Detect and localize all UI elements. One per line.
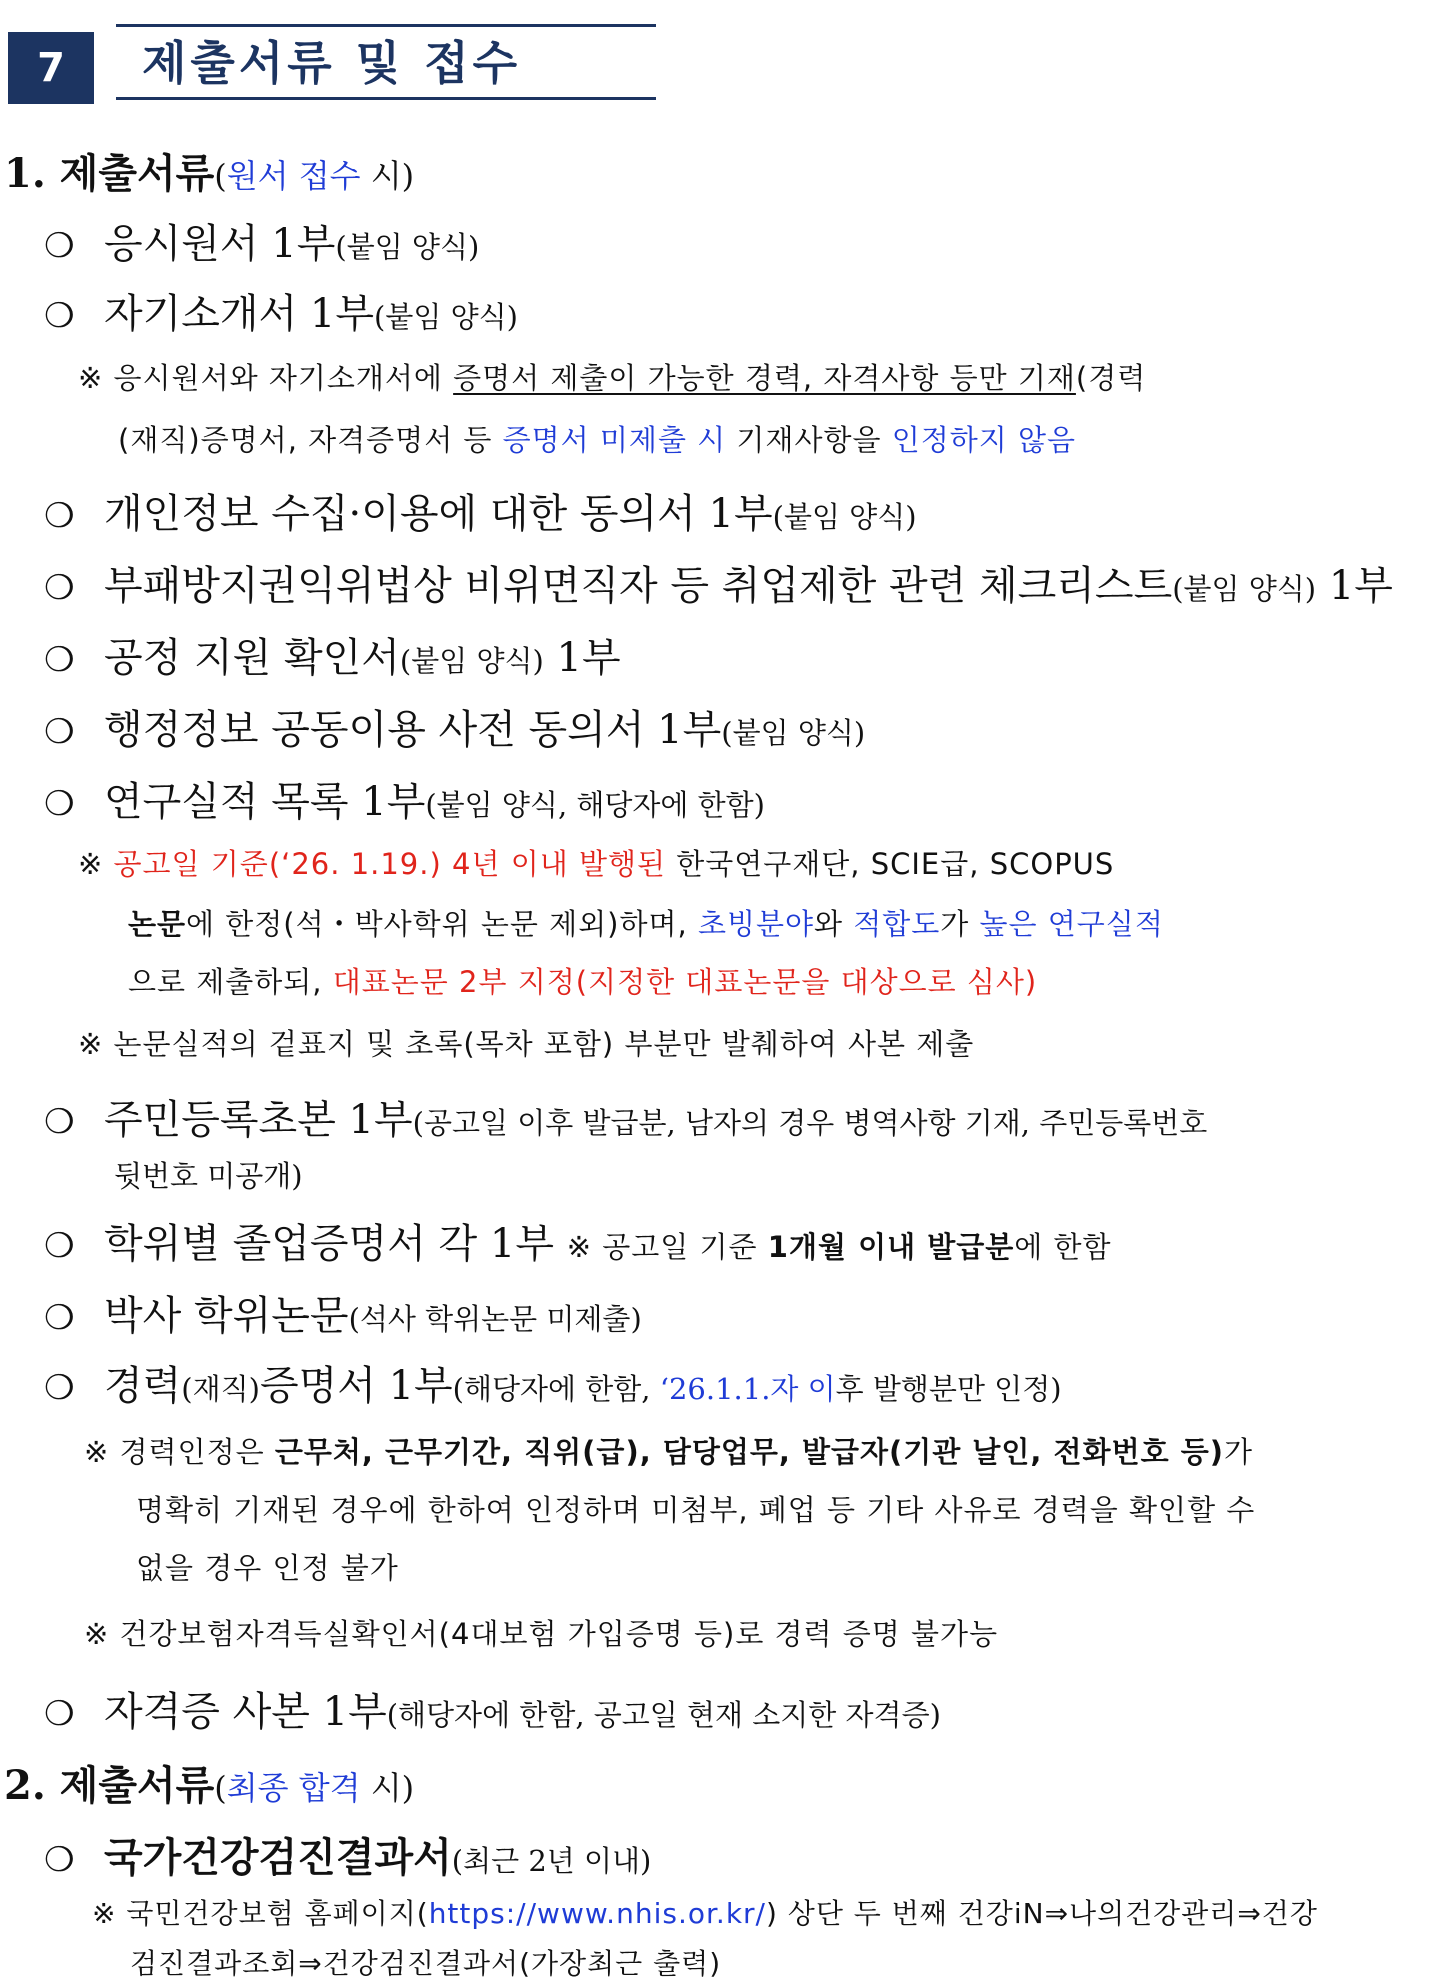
section2-title: 2. 제출서류 <box>4 1762 215 1809</box>
list-item: ❍ 연구실적 목록 1부(붙임 양식, 해당자에 한함) <box>44 779 766 825</box>
note-mark: ※ <box>78 1027 104 1061</box>
note: ※ 논문실적의 겉표지 및 초록(목차 포함) 부분만 발췌하여 사본 제출 <box>78 1027 975 1061</box>
section2-paren-blue: 최종 합격 <box>226 1769 361 1807</box>
list-item: ❍ 자격증 사본 1부(해당자에 한함, 공고일 현재 소지한 자격증) <box>44 1689 941 1735</box>
note-mark: ※ <box>84 1435 110 1469</box>
section1-heading: 1. 제출서류(원서 접수 시) <box>4 150 415 197</box>
circle-bullet-icon: ❍ <box>44 496 75 536</box>
list-item: ❍ 응시원서 1부(붙임 양식) <box>44 221 480 267</box>
nhis-link[interactable]: https://www.nhis.or.kr/ <box>428 1897 766 1930</box>
note: ※ 국민건강보험 홈페이지(https://www.nhis.or.kr/) 상단 두 번째 건강iN⇒나의건강관리⇒건강 <box>92 1897 1318 1930</box>
inline-note: ※ 공고일 기준 1개월 이내 발급분에 한함 <box>566 1230 1112 1264</box>
note: ※ 응시원서와 자기소개서에 증명서 제출이 가능한 경력, 자격사항 등만 기재(경력 <box>78 361 1147 395</box>
note: ※ 경력인정은 근무처, 근무기간, 직위(급), 담당업무, 발급자(기관 날인, 전화번호 등)가 <box>84 1435 1253 1469</box>
note-continuation: 논문에 한정(석・박사학위 논문 제외)하며, 초빙분야와 적합도가 높은 연구실적 <box>128 907 1164 941</box>
section1-title: 1. 제출서류 <box>4 150 215 197</box>
note-mark: ※ <box>84 1617 110 1651</box>
circle-bullet-icon: ❍ <box>44 1840 75 1880</box>
list-item: ❍ 행정정보 공동이용 사전 동의서 1부(붙임 양식) <box>44 707 866 753</box>
list-item: ❍ 학위별 졸업증명서 각 1부 ※ 공고일 기준 1개월 이내 발급분에 한함 <box>44 1221 1112 1267</box>
circle-bullet-icon: ❍ <box>44 1694 75 1734</box>
list-item-continuation: 뒷번호 미공개) <box>114 1159 303 1193</box>
circle-bullet-icon: ❍ <box>44 1368 75 1408</box>
circle-bullet-icon: ❍ <box>44 640 75 680</box>
list-item: ❍ 개인정보 수집·이용에 대한 동의서 1부(붙임 양식) <box>44 491 917 537</box>
circle-bullet-icon: ❍ <box>44 1102 75 1142</box>
note: ※ 건강보험자격득실확인서(4대보험 가입증명 등)로 경력 증명 불가능 <box>84 1617 999 1651</box>
section-number-badge: 7 <box>8 32 94 104</box>
section1-paren-blue: 원서 접수 <box>226 157 361 195</box>
circle-bullet-icon: ❍ <box>44 1298 75 1338</box>
section-title: 제출서류 및 접수 <box>116 24 656 100</box>
circle-bullet-icon: ❍ <box>44 296 75 336</box>
note-mark: ※ <box>78 847 104 881</box>
circle-bullet-icon: ❍ <box>44 568 75 608</box>
note-continuation: 으로 제출하되, 대표논문 2부 지정(지정한 대표논문을 대상으로 심사) <box>128 965 1038 999</box>
note-continuation: (재직)증명서, 자격증명서 등 증명서 미제출 시 기재사항을 인정하지 않음 <box>118 423 1077 457</box>
list-item: ❍ 경력(재직)증명서 1부(해당자에 한함, ‘26.1.1.자 이후 발행분만 인정) <box>44 1363 1062 1409</box>
section2-heading: 2. 제출서류(최종 합격 시) <box>4 1762 415 1809</box>
list-item: ❍ 박사 학위논문(석사 학위논문 미제출) <box>44 1293 642 1339</box>
circle-bullet-icon: ❍ <box>44 226 75 266</box>
note: ※ 공고일 기준(‘26. 1.19.) 4년 이내 발행된 한국연구재단, SCIE급, SCOPUS <box>78 847 1115 881</box>
note-mark: ※ <box>78 361 104 395</box>
note-continuation: 검진결과조회⇒건강검진결과서(가장최근 출력) <box>130 1947 722 1980</box>
note-mark: ※ <box>92 1897 117 1930</box>
list-item: ❍ 주민등록초본 1부(공고일 이후 발급분, 남자의 경우 병역사항 기재, 주민등록번호 <box>44 1097 1208 1143</box>
note-continuation: 명확히 기재된 경우에 한하여 인정하며 미첨부, 폐업 등 기타 사유로 경력을 확인할 수 <box>136 1493 1256 1527</box>
note-continuation: 없을 경우 인정 불가 <box>136 1551 399 1585</box>
circle-bullet-icon: ❍ <box>44 712 75 752</box>
list-item: ❍ 국가건강검진결과서(최근 2년 이내) <box>44 1834 652 1881</box>
circle-bullet-icon: ❍ <box>44 784 75 824</box>
circle-bullet-icon: ❍ <box>44 1226 75 1266</box>
list-item: ❍ 공정 지원 확인서(붙임 양식) 1부 <box>44 635 621 681</box>
list-item: ❍ 부패방지권익위법상 비위면직자 등 취업제한 관련 체크리스트(붙임 양식) 1부 <box>44 563 1393 609</box>
list-item: ❍ 자기소개서 1부(붙임 양식) <box>44 291 518 337</box>
